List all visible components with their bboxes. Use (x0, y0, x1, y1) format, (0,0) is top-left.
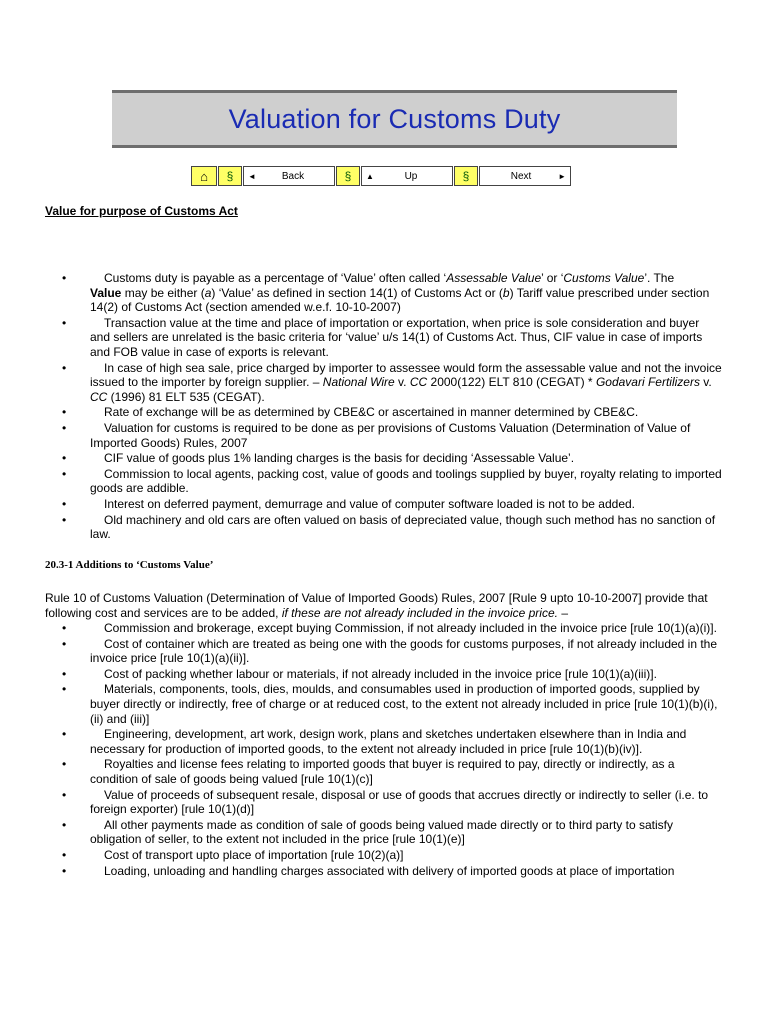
list-item: • In case of high sea sale, price charged by importer to assessee would form the assessable value and not the invoice issued to the importer by foreign supplier. – National Wire v. CC 2000(122) ELT 810 (CEGAT) * Godavari Fertilizers v. CC (1996) 81 ELT 535 (CEGAT). (62, 360, 722, 404)
list-item: • Cost of container which are treated as being one with the goods for customs purposes, if not already included in the invoice price [rule 10(1)(a)(ii)]. (62, 636, 718, 666)
list-item: • Rate of exchange will be as determined by CBE&C or ascertained in manner determined by CBE&C. (62, 405, 639, 420)
link-icon: § (226, 169, 234, 183)
link-button-1[interactable] (218, 166, 242, 186)
bullet-icon: • (62, 420, 67, 435)
bullet-icon: • (62, 787, 67, 802)
bullet-icon: • (62, 496, 67, 511)
title-banner (112, 90, 677, 148)
list-item: • Value of proceeds of subsequent resale, disposal or use of goods that accrues directly or indirectly to seller (i.e. to foreign exporter) [rule 10(1)(d)] (62, 787, 709, 817)
house-icon: ⌂ (200, 168, 208, 184)
bullet-icon: • (62, 636, 67, 651)
arrow-left-icon: ◄ (248, 171, 256, 181)
bullet-icon: • (62, 817, 67, 832)
list-item: • All other payments made as condition of sale of goods being valued made directly or to third party to satisfy obligation of seller, to the extent not included in the price [rule 10(1)(e)] (62, 817, 673, 847)
bullet-icon: • (62, 727, 67, 742)
bullet-icon: • (62, 847, 67, 862)
list-item: • Old machinery and old cars are often valued on basis of depreciated value, though such method has no sanction of law. (62, 512, 716, 542)
bullet-icon: • (62, 682, 67, 697)
bullet-icon: • (62, 271, 67, 285)
home-button[interactable] (191, 166, 217, 186)
next-button[interactable] (479, 166, 571, 186)
bullet-icon: • (62, 757, 67, 772)
back-button[interactable] (243, 166, 335, 186)
next-label: Next (510, 170, 532, 182)
bullet-icon: • (62, 405, 67, 420)
list-item: • Commission and brokerage, except buying Commission, if not already included in the invoice price [rule 10(1)(a)(i)]. (62, 621, 717, 635)
navigation-bar (191, 166, 572, 186)
value-bullet-list (62, 271, 722, 543)
section-heading: Value for purpose of Customs Act (45, 204, 238, 218)
list-item: • Valuation for customs is required to be done as per provisions of Customs Valuation (Determination of Value of Imported Goods) Rules, 2007 (62, 420, 691, 450)
list-item: • Loading, unloading and handling charges associated with delivery of imported goods at place of importation (62, 863, 675, 878)
up-label: Up (404, 170, 418, 182)
list-item: • Engineering, development, art work, design work, plans and sketches undertaken elsewhere than in India and necessary for production of imported goods, to the extent not already included in price [rule 10(1)(b)(iv)]. (62, 727, 687, 756)
back-label: Back (281, 170, 305, 182)
list-item: • Royalties and license fees relating to imported goods that buyer is required to pay, directly or indirectly, as a condition of sale of goods being valued [rule 10(1)(c)] (62, 757, 675, 786)
bullet-icon: • (62, 360, 67, 375)
additions-bullet-list (62, 621, 722, 879)
list-item: • Materials, components, tools, dies, moulds, and consumables used in production of imported goods, supplied by buyer directly or indirectly, free of charge or at reduced cost, to the extent not already included in price [rule 10(1)(b)(i), (ii) and (iii)] (62, 682, 718, 726)
up-button[interactable] (361, 166, 453, 186)
list-item: • Transaction value at the time and place of importation or exportation, when price is sole consideration and buyer and sellers are unrelated is the basic criteria for ‘value’ u/s 14(1) of Customs Act. Thus, CIF value in case of imports and FOB value in case of exports is relevant. (62, 315, 703, 359)
bullet-icon: • (62, 621, 67, 635)
link-button-2[interactable] (336, 166, 360, 186)
link-button-3[interactable] (454, 166, 478, 186)
list-item: • Cost of transport upto place of importation [rule 10(2)(a)] (62, 847, 404, 862)
bullet-icon: • (62, 451, 67, 466)
arrow-right-icon: ► (558, 171, 566, 181)
bullet-icon: • (62, 863, 67, 878)
bullet-icon: • (62, 666, 67, 681)
list-item: • Cost of packing whether labour or materials, if not already included in the invoice price [rule 10(1)(a)(iii)]. (62, 666, 657, 681)
bullet-icon: • (62, 315, 67, 330)
list-item: • Commission to local agents, packing cost, value of goods and toolings supplied by buyer, royalty relating to imported goods are addible. (62, 466, 722, 496)
list-item: • Customs duty is payable as a percentage of ‘Value’ often called ‘Assessable Value’ or ‘Customs Value’. The Value may be either (a) ‘Value’ as defined in section 14(1) of Customs Act or (b) Tariff value prescribed under section 14(2) of Customs Act (section amended w.e.f. 10-10-2007) (62, 271, 710, 315)
list-item: • CIF value of goods plus 1% landing charges is the basis for deciding ‘Assessable Value’. (62, 451, 575, 466)
list-item: • Interest on deferred payment, demurrage and value of computer software loaded is not to be added. (62, 496, 635, 511)
bullet-icon: • (62, 512, 67, 527)
page-title: Valuation for Customs Duty (228, 104, 561, 134)
rule-paragraph: Rule 10 of Customs Valuation (Determination of Value of Imported Goods) Rules, 2007 [Rule 9 upto 10-10-2007] provide that following cost and services are to be added, if these are not already included in the invoice price. – (45, 591, 708, 620)
bullet-icon: • (62, 466, 67, 481)
arrow-up-icon: ▲ (366, 171, 374, 181)
link-icon: § (462, 169, 470, 183)
subsection-heading: 20.3-1 Additions to ‘Customs Value’ (45, 559, 214, 571)
link-icon: § (344, 169, 352, 183)
